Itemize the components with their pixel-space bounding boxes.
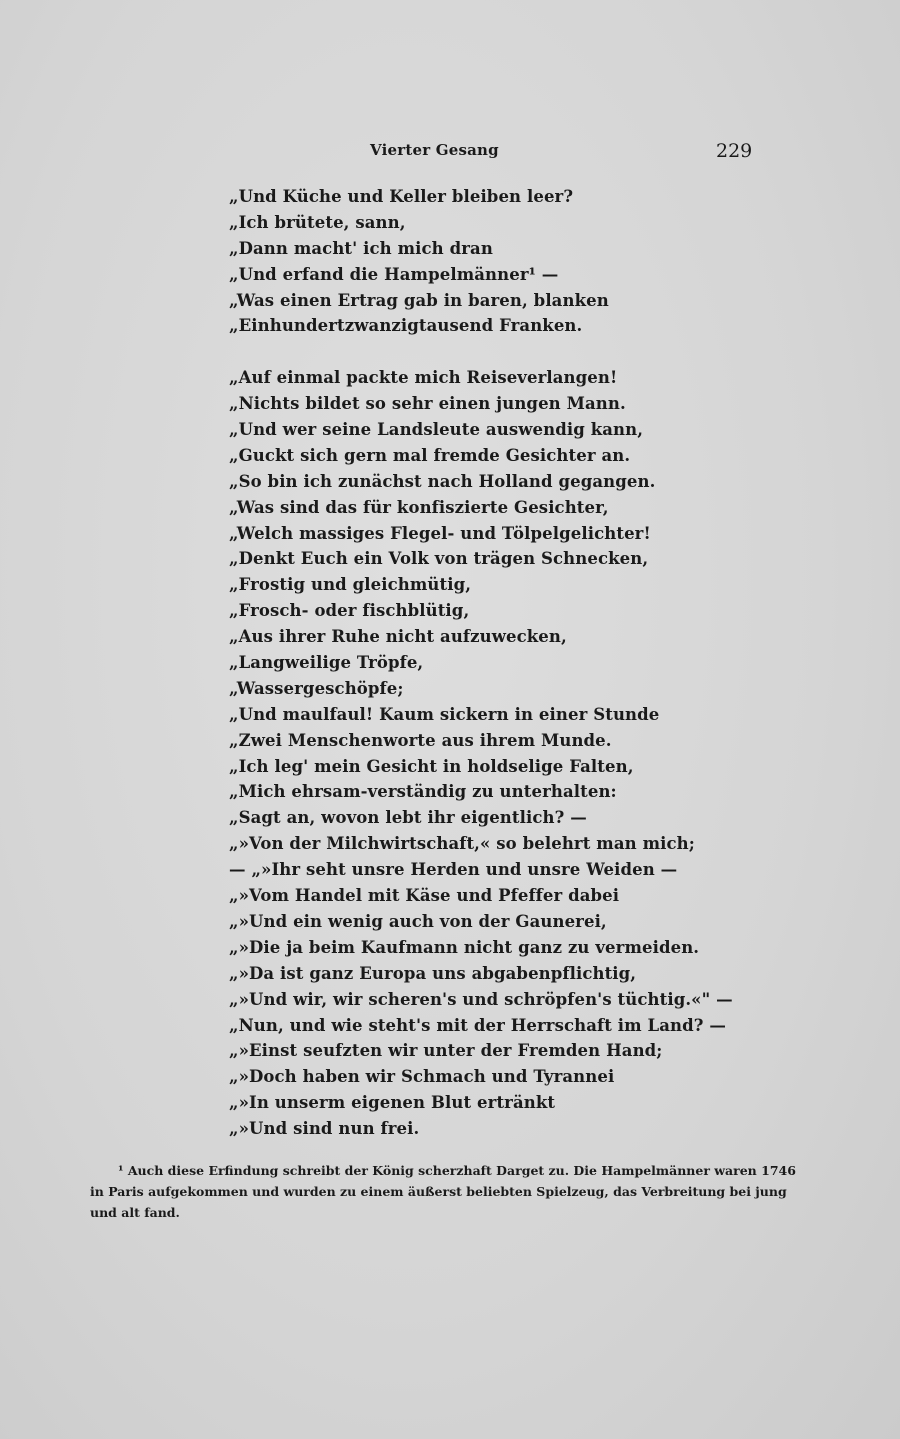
verse-line: „Ich brütete, sann, xyxy=(229,212,406,232)
verse-line: „Dann macht' ich mich dran xyxy=(229,238,493,258)
verse-line: „Sagt an, wovon lebt ihr eigentlich? — xyxy=(229,808,587,828)
verse-line: „Denkt Euch ein Volk von trägen Schnecken, xyxy=(229,549,649,569)
verse-line: „»Und wir, wir scheren's und schröpfen's tüchtig.«" — xyxy=(229,989,733,1009)
verse-line: „Ich leg' mein Gesicht in holdselige Falten, xyxy=(229,756,634,776)
stanza-gap xyxy=(229,339,689,365)
verse-line: „Und Küche und Keller bleiben leer? xyxy=(229,187,574,206)
verse-line: — „»Ihr seht unsre Herden und unsre Weiden — xyxy=(229,860,678,880)
footnote xyxy=(90,1160,796,1223)
verse-line: „»Da ist ganz Europa uns abgabenpflichtig, xyxy=(229,963,637,983)
verse-line: „Was sind das für konfiszierte Gesichter, xyxy=(229,497,609,517)
verse-line: „Welch massiges Flegel- und Tölpelgelichter! xyxy=(229,523,651,543)
verse-line: „»Einst seufzten wir unter der Fremden Hand; xyxy=(229,1041,663,1061)
verse-line: „Nichts bildet so sehr einen jungen Mann. xyxy=(229,394,626,414)
running-head: Vierter Gesang xyxy=(370,141,499,159)
verse-line: „»Die ja beim Kaufmann nicht ganz zu vermeiden. xyxy=(229,937,700,957)
page-number: 229 xyxy=(716,140,753,162)
verse-line: „Und maulfaul! Kaum sickern in einer Stunde xyxy=(229,704,660,724)
verse-line: „Aus ihrer Ruhe nicht aufzuwecken, xyxy=(229,627,567,647)
verse-line: „Und erfand die Hampelmänner¹ — xyxy=(229,264,559,284)
verse-line: „Auf einmal packte mich Reiseverlangen! xyxy=(229,368,618,388)
verse-line: „Zwei Menschenworte aus ihrem Munde. xyxy=(229,730,612,750)
verse-line: „»Und sind nun frei. xyxy=(229,1119,420,1139)
footnote-line: und alt fand. xyxy=(90,1205,180,1220)
verse-line: „So bin ich zunächst nach Holland gegangen. xyxy=(229,471,656,491)
verse-line: „»In unserm eigenen Blut ertränkt xyxy=(229,1093,556,1113)
verse-line: „Was einen Ertrag gab in baren, blanken xyxy=(229,290,609,310)
footnote-line: in Paris aufgekommen und wurden zu einem äußerst beliebten Spielzeug, das Verbreitung bei jung xyxy=(90,1184,787,1199)
verse-line: „»Vom Handel mit Käse und Pfeffer dabei xyxy=(229,886,620,906)
verse-line: „Guckt sich gern mal fremde Gesichter an. xyxy=(229,445,631,465)
verse-line: „»Und ein wenig auch von der Gaunerei, xyxy=(229,911,607,931)
verse-line: „Wassergeschöpfe; xyxy=(229,678,404,698)
verse-line: „Langweilige Tröpfe, xyxy=(229,653,424,673)
verse-line: „Einhundertzwanzigtausend Franken. xyxy=(229,316,583,336)
footnote-line: ¹ Auch diese Erfindung schreibt der König scherzhaft Darget zu. Die Hampelmänner waren 1746 xyxy=(118,1163,796,1178)
verse-line: „»Doch haben wir Schmach und Tyrannei xyxy=(229,1067,615,1087)
verse-line: „Und wer seine Landsleute auswendig kann, xyxy=(229,420,644,440)
verse-line: „»Von der Milchwirtschaft,« so belehrt man mich; xyxy=(229,834,695,854)
verse-line: „Frostig und gleichmütig, xyxy=(229,575,472,595)
verse-line: „Mich ehrsam-verständig zu unterhalten: xyxy=(229,782,617,802)
verse-line: „Frosch- oder fischblütig, xyxy=(229,601,470,621)
poem-verse xyxy=(229,184,733,1142)
verse-line: „Nun, und wie steht's mit der Herrschaft im Land? — xyxy=(229,1015,726,1035)
